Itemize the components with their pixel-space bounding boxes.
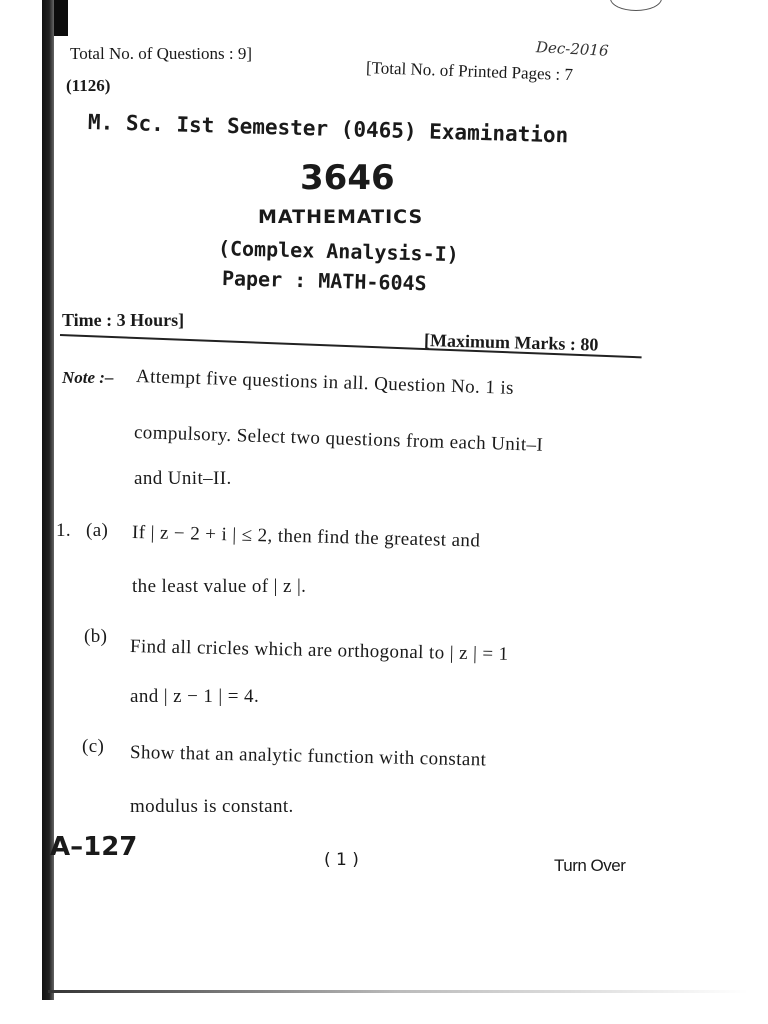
note-line-2: compulsory. Select two questions from each Unit–I (133, 422, 544, 456)
printed-pages: [Total No. of Printed Pages : 7 (365, 58, 574, 85)
note-label: Note :– (62, 368, 114, 387)
note-line-3: and Unit–II. (134, 468, 232, 489)
footer-code: A–127 (50, 832, 138, 862)
page-bottom-edge (48, 990, 748, 993)
handwritten-circle-mark (610, 0, 662, 11)
part-c-label: (c) (82, 736, 105, 757)
turn-over: Turn Over (554, 856, 626, 875)
note-line-1: Attempt five questions in all. Question No. 1 is (135, 366, 515, 399)
subject-title: MATHEMATICS (258, 206, 424, 228)
paper-code: (1126) (66, 76, 111, 95)
total-questions: Total No. of Questions : 9] (70, 44, 253, 63)
part-b-label: (b) (84, 626, 108, 647)
question-number: 1. (56, 520, 72, 541)
part-b-line-1: Find all cricles which are orthogonal to | z | = 1 (129, 636, 509, 665)
exam-number: 3646 (300, 158, 395, 198)
part-a-line-2: the least value of | z |. (132, 576, 307, 597)
course-title: (Complex Analysis-I) (217, 236, 460, 267)
paper-code-title: Paper : MATH-604S (221, 266, 427, 296)
part-c-line-2: modulus is constant. (130, 796, 294, 817)
maximum-marks: [Maximum Marks : 80 (423, 330, 599, 355)
part-a-label: (a) (86, 520, 109, 541)
handwritten-date: Dec-2016 (535, 38, 609, 60)
part-c-line-1: Show that an analytic function with constant (129, 742, 487, 771)
part-b-line-2: and | z − 1 | = 4. (130, 686, 260, 707)
part-a-line-1: If | z − 2 + i | ≤ 2, then find the greatest and (131, 522, 481, 552)
exam-time: Time : 3 Hours] (62, 310, 185, 330)
page-number: ( 1 ) (324, 850, 359, 870)
exam-title: M. Sc. Ist Semester (0465) Examination (87, 110, 569, 148)
